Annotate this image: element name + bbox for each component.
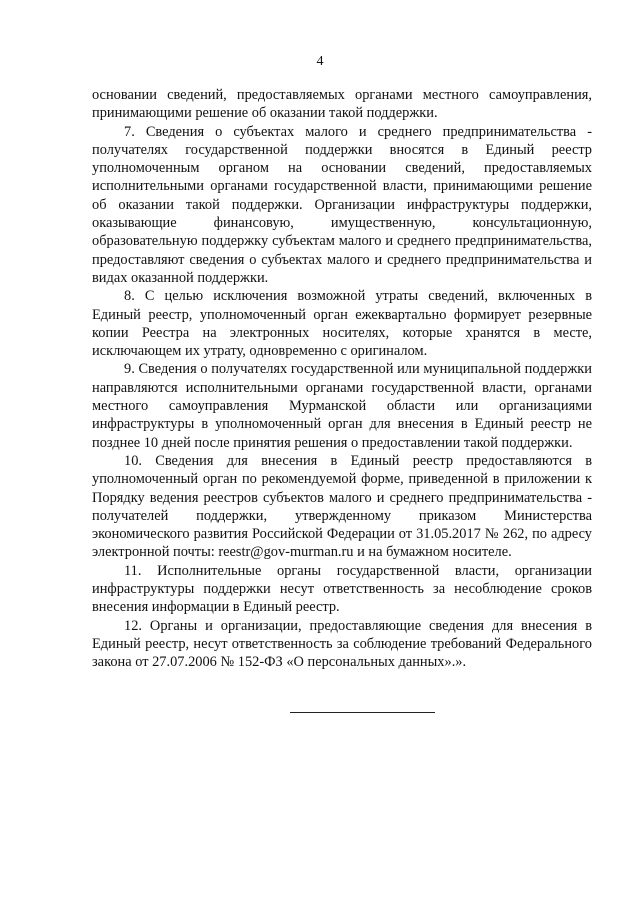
closing-divider-line — [290, 712, 435, 713]
paragraph-12: 12. Органы и организации, предоставляющие сведения для внесения в Единый реестр, несут ответственность за соблюдение требований Федерального закона от 27.07.2006 № 152-ФЗ «О персональных данных».». — [92, 617, 592, 671]
paragraph-continuation: основании сведений, предоставляемых органами местного самоуправления, принимающими решение об оказании такой поддержки. — [92, 87, 592, 122]
paragraph-10: 10. Сведения для внесения в Единый реестр предоставляются в уполномоченный орган по рекомендуемой форме, приведенной в приложении к Порядку ведения реестров субъектов малого и среднего предпринимательства - получателей поддержки, утвержденному приказом Министерства экономического развития Российской Федерации от 31.05.2017 № 262, по адресу электронной почты: reestr@gov-murman.ru и на бумажном носителе. — [92, 452, 592, 561]
document-body — [92, 86, 592, 672]
page-number: 4 — [316, 54, 324, 69]
paragraph-11: 11. Исполнительные органы государственной власти, организации инфраструктуры поддержки несут ответственность за несоблюдение сроков внесения информации в Единый реестр. — [92, 562, 592, 616]
paragraph-7: 7. Сведения о субъектах малого и среднего предпринимательства - получателях государственной поддержки вносятся в Единый реестр уполномоченным органом на основании сведений, предоставляемых исполнительными органами государственной власти, принимающими решение об оказании такой поддержки. Организации инфраструктуры поддержки, оказывающие финансовую, имущественную, консультационную, образовательную поддержку субъектам малого и среднего предпринимательства, предоставляют сведения о субъектах малого и среднего предпринимательства и видах оказанной поддержки. — [92, 123, 592, 286]
paragraph-9: 9. Сведения о получателях государственной или муниципальной поддержки направляются исполнительными органами государственной власти, органами местного самоуправления Мурманской области или организациями инфраструктуры в уполномоченный орган для внесения в Единый реестр не позднее 10 дней после принятия решения о предоставлении такой поддержки. — [92, 361, 592, 451]
paragraph-8: 8. С целью исключения возможной утраты сведений, включенных в Единый реестр, уполномоченный орган ежеквартально формирует резервные копии Реестра на электронных носителях, которые хранятся в месте, исключающем их утрату, одновременно с оригиналом. — [92, 288, 592, 360]
